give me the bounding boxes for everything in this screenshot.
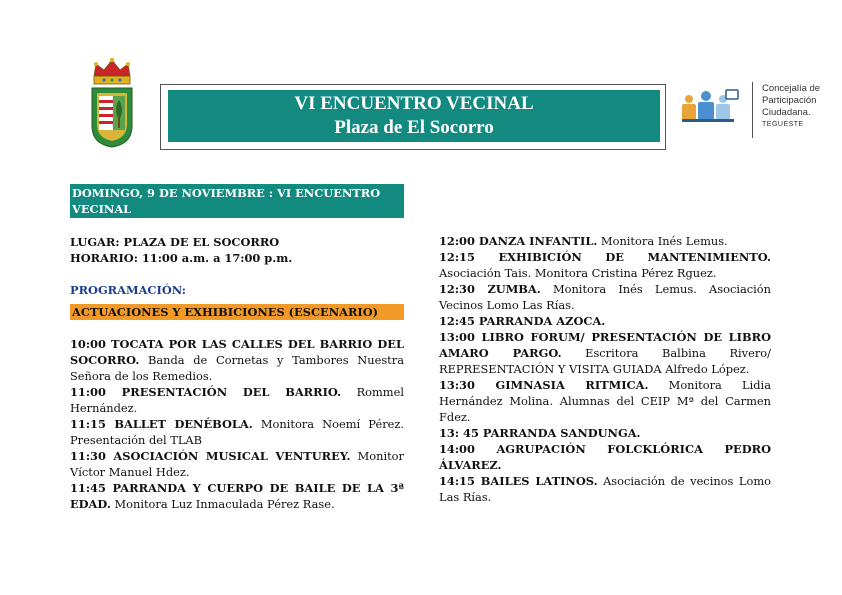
schedule-item-title: 13:30 GIMNASIA RITMICA. <box>439 378 649 392</box>
schedule-item-detail: Monitora Inés Lemus. <box>597 234 728 248</box>
schedule-item <box>70 336 404 384</box>
event-hours: HORARIO: 11:00 a.m. a 17:00 p.m. <box>70 251 293 265</box>
schedule-item <box>439 233 771 249</box>
schedule-item-title: 12:15 EXHIBICIÓN DE MANTENIMIENTO. <box>439 250 771 264</box>
logo-line-2: Participación <box>762 95 817 106</box>
schedule-item <box>439 377 771 425</box>
logo-line-1: Concejalía de <box>762 83 821 94</box>
event-heading: DOMINGO, 9 DE NOVIEMBRE : VI ENCUENTRO VECINAL <box>70 184 404 218</box>
schedule-item <box>439 329 771 377</box>
schedule-item-title: 10:00 TOCATA POR LAS CALLES DEL BARRIO DEL SOCORRO. <box>70 337 404 367</box>
schedule-item-title: 12:00 DANZA INFANTIL. <box>439 234 598 248</box>
schedule-item-title: 11:00 PRESENTACIÓN DEL BARRIO. <box>70 385 342 399</box>
schedule-item <box>439 313 771 329</box>
schedule-item-detail: Asociación Tais. Monitora Cristina Pérez Rguez. <box>439 266 717 280</box>
schedule-item-title: 14:15 BAILES LATINOS. <box>439 474 598 488</box>
left-column <box>70 184 404 512</box>
schedule-item-title: 14:00 AGRUPACIÓN FOLCKLÓRICA PEDRO ÁLVAREZ. <box>439 442 771 472</box>
schedule-item <box>70 416 404 448</box>
schedule-item-title: 12:45 PARRANDA AZOCA. <box>439 314 606 328</box>
logo-divider <box>752 82 753 138</box>
schedule-item <box>439 281 771 313</box>
schedule-list-left <box>70 336 404 512</box>
schedule-item <box>70 384 404 416</box>
schedule-item-title: 11:45 PARRANDA Y CUERPO DE BAILE DE LA 3ª EDAD. <box>70 481 404 511</box>
schedule-item-title: 11:15 BALLET DENÉBOLA. <box>70 417 253 431</box>
schedule-item-detail: Monitor Víctor Manuel Hdez. <box>70 449 404 479</box>
schedule-item-detail: Asociación de vecinos Lomo Las Rías. <box>439 474 771 504</box>
logo-line-3: Ciudadana. <box>762 107 811 118</box>
page-title <box>168 90 660 142</box>
schedule-item <box>439 425 771 441</box>
schedule-item <box>439 441 771 473</box>
schedule-item-title: 11:30 ASOCIACIÓN MUSICAL VENTUREY. <box>70 449 351 463</box>
schedule-item-detail: Banda de Cornetas y Tambores Nuestra Señora de los Remedios. <box>70 353 404 383</box>
schedule-item-title: 12:30 ZUMBA. <box>439 282 541 296</box>
schedule-item <box>70 480 404 512</box>
logo-line-4: TEGUESTE <box>762 121 804 128</box>
participation-logo <box>682 82 832 138</box>
schedule-item-detail: Monitora Lidia Hernández Molina. Alumnas del CEIP Mª del Carmen Fdez. <box>439 378 771 424</box>
schedule-item <box>439 473 771 505</box>
section-heading: ACTUACIONES Y EXHIBICIONES (ESCENARIO) <box>70 304 404 320</box>
schedule-item-detail: Monitora Inés Lemus. Asociación Vecinos Lomo Las Rías. <box>439 282 771 312</box>
schedule-item-title: 13: 45 PARRANDA SANDUNGA. <box>439 426 641 440</box>
schedule-item-detail: Rommel Hernández. <box>70 385 404 415</box>
schedule-item <box>439 249 771 281</box>
schedule-item-detail: Escritora Balbina Rivero/ REPRESENTACIÓN Y VISITA GUIADA Alfredo López. <box>439 346 771 376</box>
title-line-1: VI ENCUENTRO VECINAL <box>294 93 534 114</box>
logo-text <box>762 83 820 131</box>
right-column <box>439 233 771 505</box>
schedule-list-right <box>439 233 771 505</box>
schedule-item-detail: Monitora Luz Inmaculada Pérez Rase. <box>110 497 335 511</box>
programming-label: PROGRAMACIÓN: <box>70 283 186 297</box>
event-location: LUGAR: PLAZA DE EL SOCORRO <box>70 235 280 249</box>
schedule-item-detail: Monitora Noemí Pérez. Presentación del TLAB <box>70 417 404 447</box>
coat-of-arms-icon <box>86 56 138 148</box>
people-icon <box>682 88 742 124</box>
schedule-item <box>70 448 404 480</box>
title-line-2: Plaza de El Socorro <box>334 117 494 138</box>
schedule-item-title: 13:00 LIBRO FORUM/ PRESENTACIÓN DE LIBRO AMARO PARGO. <box>439 330 771 360</box>
